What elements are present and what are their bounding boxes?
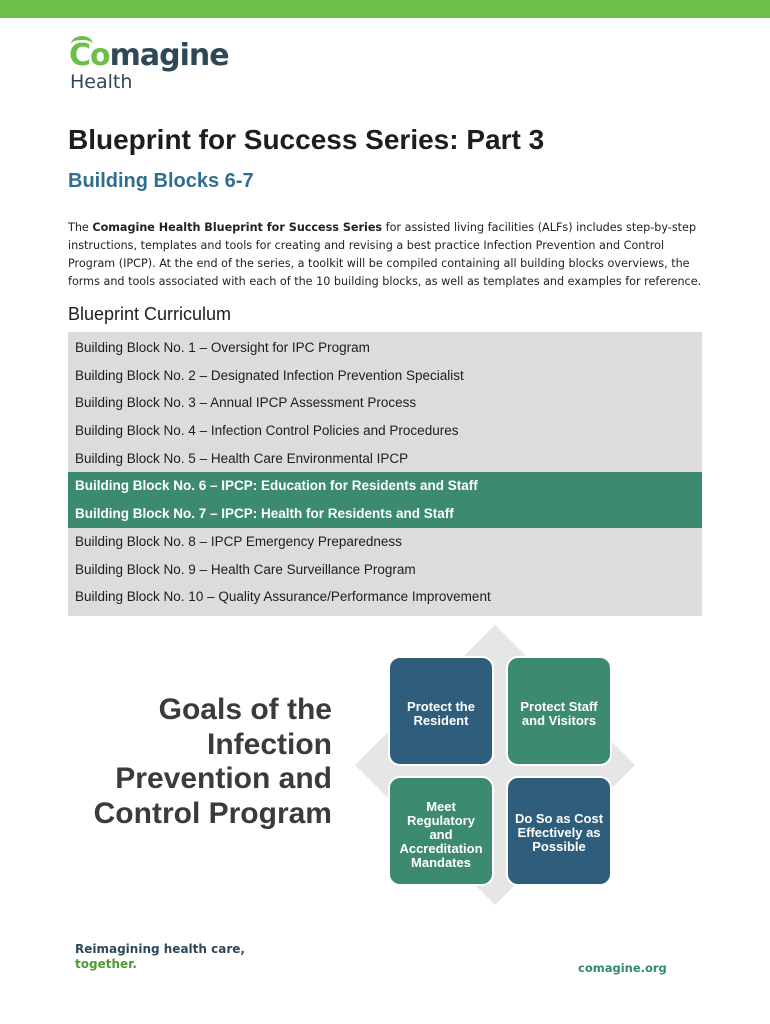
curriculum-item-1: Building Block No. 1 – Oversight for IPC Program — [75, 340, 370, 355]
goals-heading — [60, 693, 332, 831]
goal-tile-protect-staff — [506, 656, 612, 766]
goals-heading-line: Prevention and — [115, 762, 332, 795]
curriculum-item-5: Building Block No. 5 – Health Care Environmental IPCP — [75, 450, 409, 466]
footer-website-link[interactable]: comagine.org — [578, 961, 667, 975]
goal-tile-text: Resident — [413, 713, 469, 728]
goal-tile-text: Meet — [426, 799, 456, 814]
curriculum-item-3: Building Block No. 3 – Annual IPCP Assessment Process — [75, 395, 417, 411]
intro-rest: for assisted living facilities (ALFs) includes step-by-step instructions, templates and tools for creating and revising a best practice Infection Prevention and Control Program (IPCP). At the end of the series, a toolkit will be compiled containing all building blocks overviews, the forms and tools associated with each of the 10 building blocks, as well as templates and examples for reference. — [68, 221, 702, 288]
goal-tile-cost-effective — [506, 776, 612, 886]
goal-tile-text: Possible — [532, 839, 586, 854]
goal-tile-text: Effectively as — [517, 825, 601, 840]
curriculum-item-4: Building Block No. 4 – Infection Control Policies and Procedures — [75, 423, 459, 439]
goal-tile-text: Do So as Cost — [514, 811, 604, 826]
goal-tile-text: and Visitors — [521, 713, 597, 728]
curriculum-item-2: Building Block No. 2 – Designated Infection Prevention Specialist — [75, 367, 464, 383]
goal-tile-text: Accreditation — [399, 841, 483, 856]
curriculum-item-8: Building Block No. 8 – IPCP Emergency Preparedness — [75, 533, 402, 549]
goal-tile-text: Regulatory — [407, 813, 475, 828]
logo-wordmark-first: Co — [69, 38, 110, 73]
footer-tagline — [75, 942, 245, 972]
page-title: Blueprint for Success Series: Part 3 — [68, 124, 545, 155]
curriculum-title: Blueprint Curriculum — [68, 304, 232, 324]
intro-bold: Comagine Health Blueprint for Success Series — [92, 221, 383, 234]
goals-heading-line: Infection — [207, 727, 332, 761]
top-accent-bar — [0, 0, 770, 18]
curriculum-item-7: Building Block No. 7 – IPCP: Health for Residents and Staff — [68, 500, 702, 528]
curriculum-list — [68, 332, 702, 616]
intro-lead: The — [68, 221, 93, 234]
goal-tile-text: Protect the — [407, 699, 475, 714]
goal-tile-meet-mandates — [388, 776, 494, 886]
goal-tile-protect-resident — [388, 656, 494, 766]
logo-subtext: Health — [70, 71, 133, 93]
page-subtitle: Building Blocks 6-7 — [68, 170, 254, 192]
logo-wordmark-rest: magine — [109, 38, 229, 73]
goal-tile-text: Protect Staff — [520, 699, 598, 714]
curriculum-item-6: Building Block No. 6 – IPCP: Education for Residents and Staff — [68, 472, 702, 500]
footer-tagline-line1: Reimagining health care, — [75, 942, 245, 956]
curriculum-item-9: Building Block No. 9 – Health Care Surveillance Program — [75, 561, 416, 577]
goal-tile-text: and — [429, 827, 453, 842]
goals-heading-line: Control Program — [93, 796, 332, 830]
comagine-health-logo — [69, 40, 229, 92]
goal-tile-text: Mandates — [411, 855, 471, 870]
logo-wordmark — [69, 40, 229, 72]
intro-paragraph — [68, 219, 708, 291]
footer-tagline-line2: together. — [75, 957, 137, 971]
goals-heading-line: Goals of the — [158, 693, 332, 726]
curriculum-item-10: Building Block No. 10 – Quality Assurance/Performance Improvement — [75, 589, 491, 605]
